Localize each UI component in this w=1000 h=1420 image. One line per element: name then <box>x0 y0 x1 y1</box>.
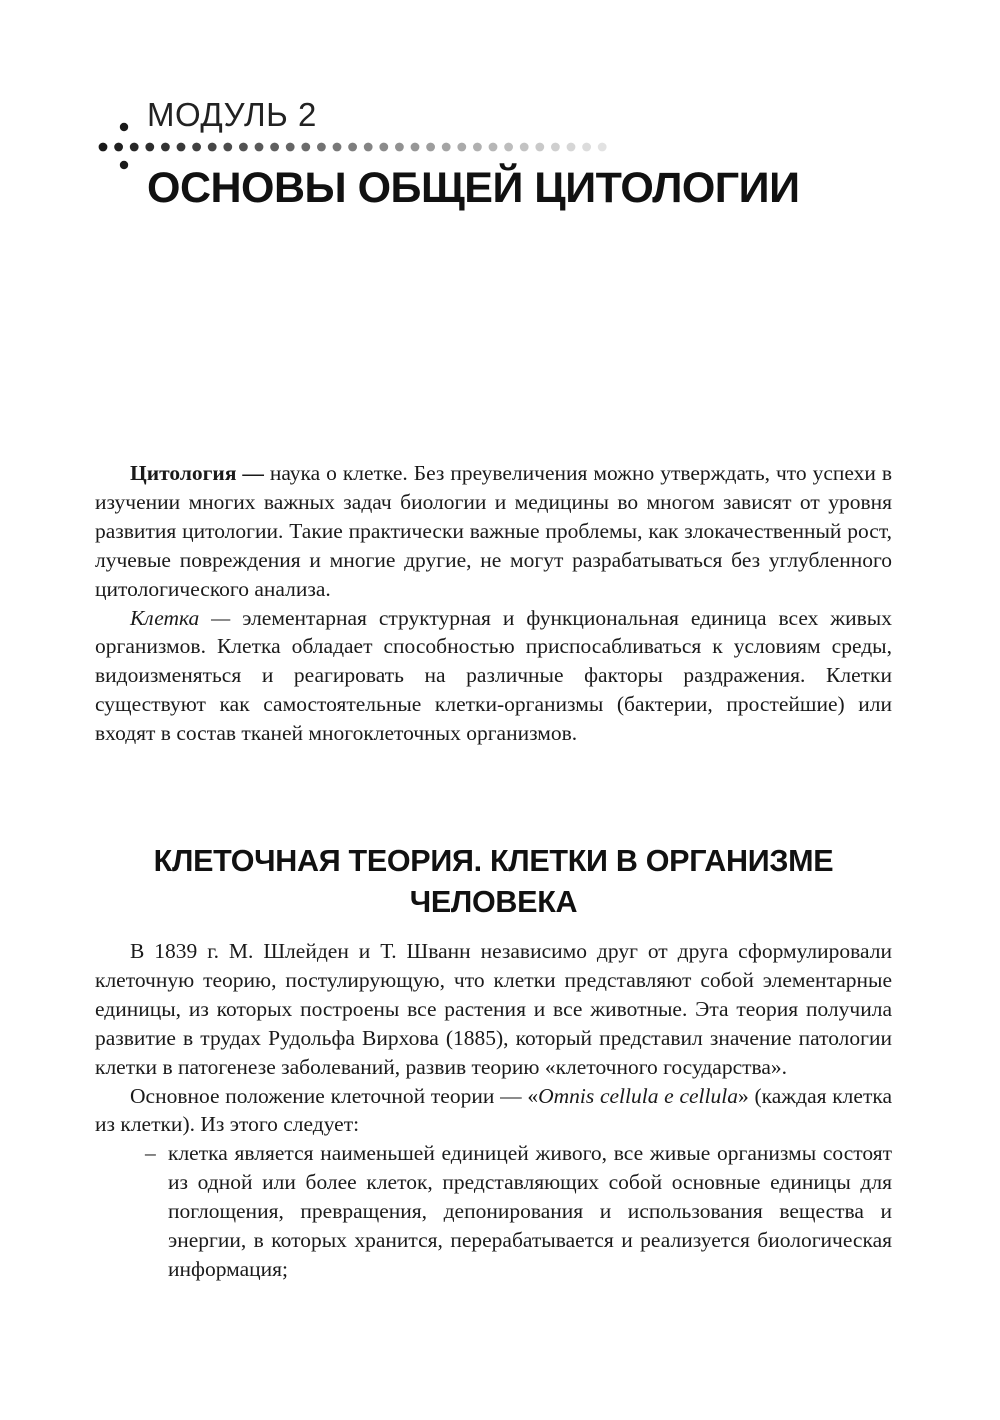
ornament-dot <box>301 143 310 152</box>
latin-phrase: Omnis cellula e cellula <box>538 1083 738 1108</box>
ornament-dot <box>457 143 466 152</box>
ornament-dot <box>114 143 123 152</box>
ornament-dot <box>489 143 498 152</box>
intro-paragraph-2-text: элементарная структурная и функциональная единица всех живых организмов. Клетка обладает способностью приспосабливаться к условиям среды, видоизменяться и реагировать на различные факторы раздражения. Клетки существуют как самостоятельные клетки-организмы (бактерии, простейшие) или входят в состав тканей многоклеточных организмов. <box>95 605 892 746</box>
list-item-text: клетка является наименьшей единицей живого, все живые организмы состоят из одной или более клеток, представляющих собой основные единицы для поглощения, превращения, депонирования и использования вещества и энергии, в которых хранится, перерабатывается и реализуется биологическая информация; <box>168 1141 892 1281</box>
ornament-dot <box>473 143 482 152</box>
ornament-dot <box>348 143 357 152</box>
ornament-dot <box>333 143 342 152</box>
ornament-dot <box>192 143 201 152</box>
ornament-dot <box>411 143 420 152</box>
ornament-dot <box>379 143 388 152</box>
ornament-dot <box>286 143 295 152</box>
list-dash: – <box>145 1141 156 1166</box>
ornament-dot <box>426 143 435 152</box>
section-paragraph-1: В 1839 г. М. Шлейден и Т. Шванн независимо друг от друга сформулировали клеточную теорию, постулирующую, что клетки представляют собой элементарные единицы, из которых построены все растения и все животные. Эта теория получила развитие в трудах Рудольфа Вирхова (1885), который представил значение патологии клетки в патогенезе заболеваний, развив теорию «клеточного государства». <box>95 939 892 1079</box>
consequence-list <box>95 1139 892 1284</box>
ornament-dot <box>504 143 513 152</box>
ornament-dot <box>255 143 264 152</box>
ornament-dot <box>551 143 560 152</box>
section-paragraph-2-end: » (каждая клетка из клетки). Из этого следует: <box>95 1083 893 1137</box>
intro-paragraph-1-text: наука о клетке. Без преувеличения можно утверждать, что успехи в изучении многих важных задач биологии и медицины во многом зависят от уровня развития цитологии. Такие практически важные проблемы, как злокачественный рост, лучевые повреждения и многие другие, не могут разрабатываться без углубленного цитологического анализа. <box>95 461 893 601</box>
ornament-dot <box>145 143 154 152</box>
list-item <box>95 1139 892 1284</box>
intro-paragraph-2 <box>95 604 892 749</box>
ornament-dot <box>567 143 576 152</box>
ornament-dot <box>520 143 529 152</box>
ornament-dot <box>223 143 232 152</box>
ornament-dot <box>120 161 128 169</box>
term-cytology: Цитология — <box>130 461 270 485</box>
term-cell: Клетка — <box>130 605 243 630</box>
ornament-dot <box>239 143 248 152</box>
chapter-title: ОСНОВЫ ОБЩЕЙ ЦИТОЛОГИИ <box>147 164 800 212</box>
module-label: МОДУЛЬ 2 <box>147 96 317 133</box>
ornament-dot <box>120 123 128 131</box>
ornament-dot <box>395 143 404 152</box>
ornament-dot <box>598 143 607 152</box>
ornament-dot <box>317 143 326 152</box>
ornament-dot <box>177 143 186 152</box>
section-paragraph-2-start: Основное положение клеточной теории — « <box>130 1083 539 1108</box>
ornament-dot <box>535 143 544 152</box>
section-title: КЛЕТОЧНАЯ ТЕОРИЯ. КЛЕТКИ В ОРГАНИЗМЕ ЧЕЛОВЕКА <box>153 844 834 919</box>
ornament-dot <box>582 143 591 152</box>
ornament-dot <box>208 143 217 152</box>
ornament-dot <box>364 143 373 152</box>
ornament-dot <box>99 143 108 152</box>
ornament-dot <box>270 143 279 152</box>
section-body <box>95 937 892 1284</box>
ornament-dot <box>130 143 139 152</box>
intro-text <box>95 459 892 748</box>
ornament-dot <box>442 143 451 152</box>
ornament-dot <box>161 143 170 152</box>
intro-paragraph-1 <box>95 459 892 604</box>
section-paragraph-2 <box>95 1082 892 1140</box>
